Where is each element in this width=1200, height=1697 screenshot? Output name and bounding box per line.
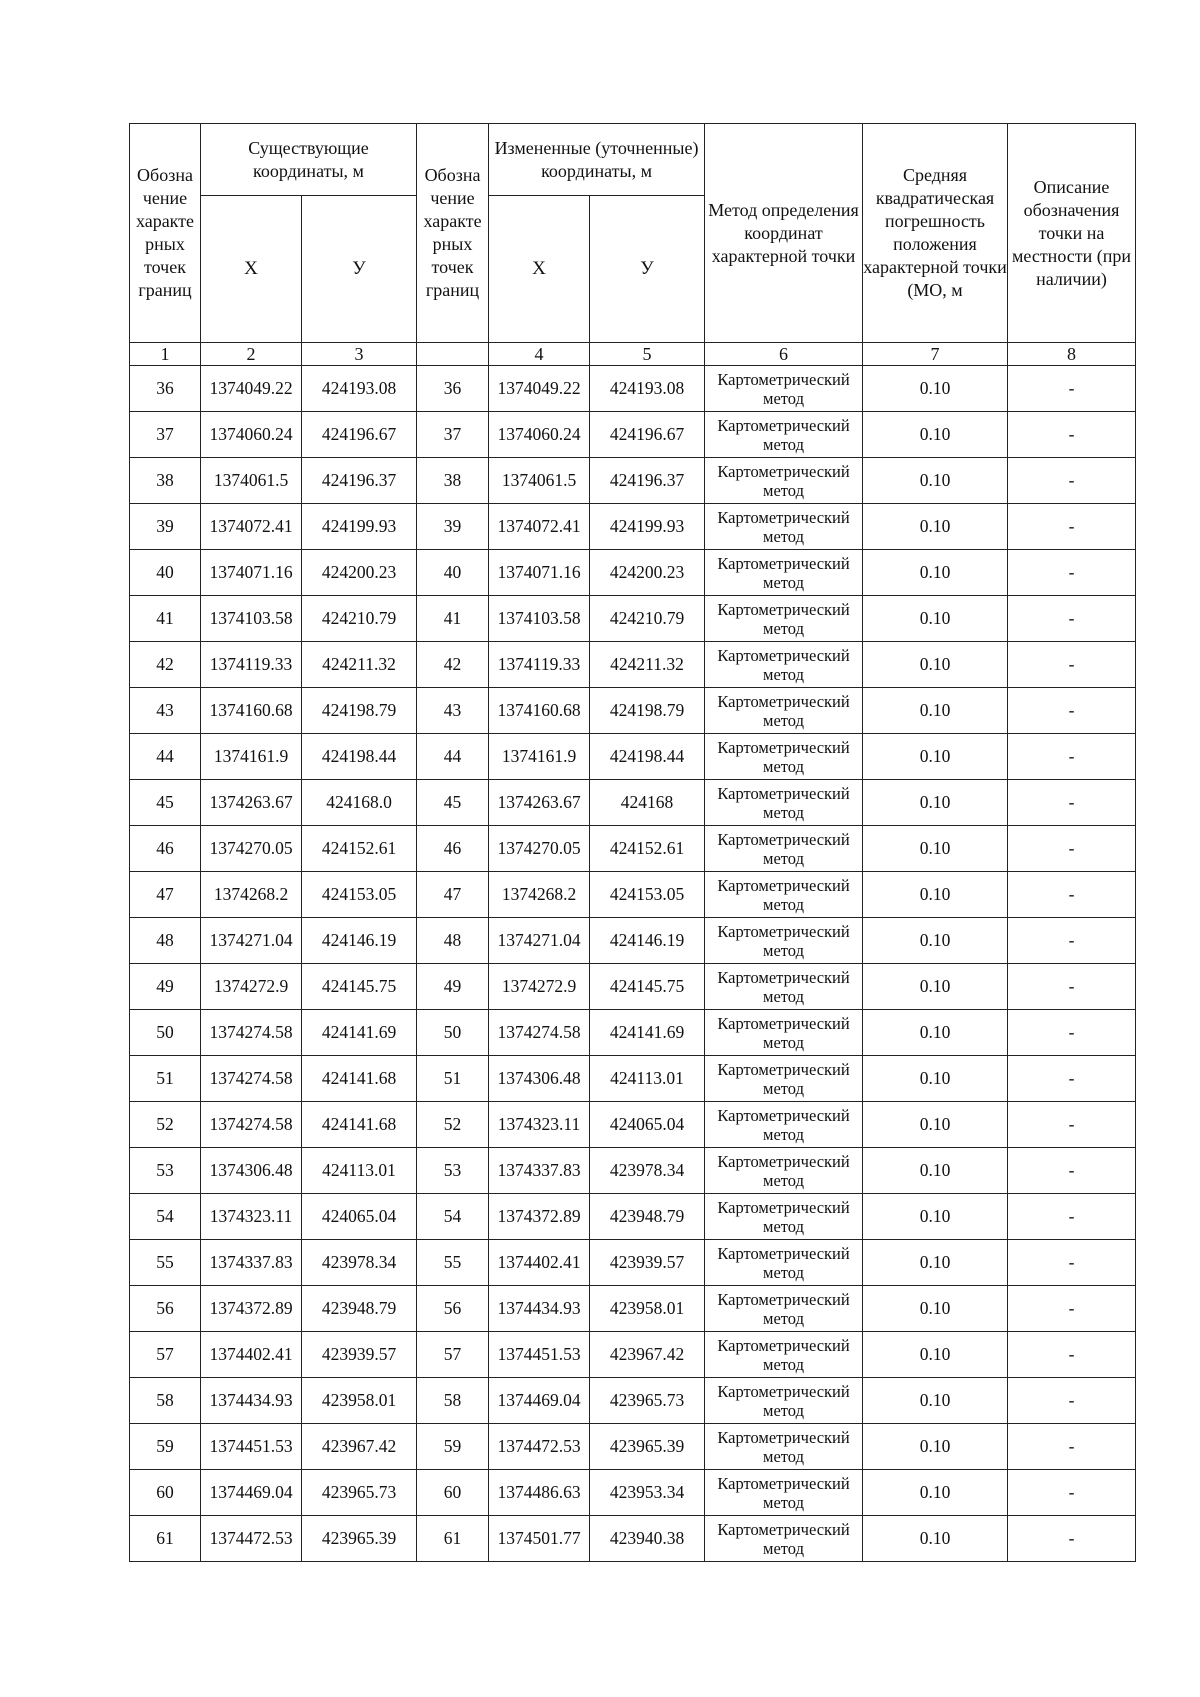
error-cell: 0.10 xyxy=(863,596,1008,642)
point-changed: 44 xyxy=(417,734,489,780)
method-cell: Картометрический метод xyxy=(705,1056,863,1102)
method-cell: Картометрический метод xyxy=(705,1148,863,1194)
y-changed: 424146.19 xyxy=(590,918,705,964)
method-cell: Картометрический метод xyxy=(705,1010,863,1056)
description-cell: - xyxy=(1008,1424,1136,1470)
error-cell: 0.10 xyxy=(863,1010,1008,1056)
point-existing: 48 xyxy=(130,918,201,964)
error-cell: 0.10 xyxy=(863,734,1008,780)
y-existing: 424200.23 xyxy=(302,550,417,596)
point-existing: 50 xyxy=(130,1010,201,1056)
x-changed: 1374161.9 xyxy=(489,734,590,780)
column-number: 5 xyxy=(590,343,705,366)
method-cell: Картометрический метод xyxy=(705,734,863,780)
method-cell: Картометрический метод xyxy=(705,366,863,412)
y-existing: 424211.32 xyxy=(302,642,417,688)
y-changed: 424196.37 xyxy=(590,458,705,504)
point-changed: 40 xyxy=(417,550,489,596)
y-existing: 424196.37 xyxy=(302,458,417,504)
point-changed: 42 xyxy=(417,642,489,688)
error-cell: 0.10 xyxy=(863,964,1008,1010)
description-cell: - xyxy=(1008,412,1136,458)
point-existing: 36 xyxy=(130,366,201,412)
method-cell: Картометрический метод xyxy=(705,1424,863,1470)
method-cell: Картометрический метод xyxy=(705,964,863,1010)
x-changed: 1374451.53 xyxy=(489,1332,590,1378)
point-changed: 60 xyxy=(417,1470,489,1516)
x-existing: 1374434.93 xyxy=(201,1378,302,1424)
table-row xyxy=(130,458,1136,504)
point-changed: 41 xyxy=(417,596,489,642)
y-changed: 423940.38 xyxy=(590,1516,705,1562)
point-changed: 55 xyxy=(417,1240,489,1286)
method-cell: Картометрический метод xyxy=(705,1470,863,1516)
description-cell: - xyxy=(1008,1102,1136,1148)
method-cell: Картометрический метод xyxy=(705,1240,863,1286)
error-cell: 0.10 xyxy=(863,688,1008,734)
y-existing: 424210.79 xyxy=(302,596,417,642)
x-existing: 1374270.05 xyxy=(201,826,302,872)
point-existing: 55 xyxy=(130,1240,201,1286)
point-existing: 49 xyxy=(130,964,201,1010)
y-changed: 424200.23 xyxy=(590,550,705,596)
point-changed: 49 xyxy=(417,964,489,1010)
point-changed: 59 xyxy=(417,1424,489,1470)
x-existing: 1374268.2 xyxy=(201,872,302,918)
table-row xyxy=(130,1286,1136,1332)
error-cell: 0.10 xyxy=(863,1378,1008,1424)
header-point-designation-changed: Обозна чение характе рных точек границ xyxy=(417,124,489,343)
column-number: 6 xyxy=(705,343,863,366)
error-cell: 0.10 xyxy=(863,1516,1008,1562)
column-number: 8 xyxy=(1008,343,1136,366)
y-existing: 424141.69 xyxy=(302,1010,417,1056)
y-existing: 424198.79 xyxy=(302,688,417,734)
x-existing: 1374274.58 xyxy=(201,1056,302,1102)
point-existing: 37 xyxy=(130,412,201,458)
table-row xyxy=(130,1378,1136,1424)
description-cell: - xyxy=(1008,1286,1136,1332)
description-cell: - xyxy=(1008,688,1136,734)
x-existing: 1374263.67 xyxy=(201,780,302,826)
x-existing: 1374272.9 xyxy=(201,964,302,1010)
y-changed: 423948.79 xyxy=(590,1194,705,1240)
y-changed: 424196.67 xyxy=(590,412,705,458)
error-cell: 0.10 xyxy=(863,458,1008,504)
error-cell: 0.10 xyxy=(863,1240,1008,1286)
x-existing: 1374103.58 xyxy=(201,596,302,642)
x-existing: 1374072.41 xyxy=(201,504,302,550)
point-changed: 56 xyxy=(417,1286,489,1332)
x-changed: 1374501.77 xyxy=(489,1516,590,1562)
method-cell: Картометрический метод xyxy=(705,504,863,550)
y-existing: 424145.75 xyxy=(302,964,417,1010)
y-changed: 423967.42 xyxy=(590,1332,705,1378)
y-existing: 424146.19 xyxy=(302,918,417,964)
description-cell: - xyxy=(1008,642,1136,688)
description-cell: - xyxy=(1008,734,1136,780)
x-existing: 1374323.11 xyxy=(201,1194,302,1240)
point-existing: 45 xyxy=(130,780,201,826)
table-row xyxy=(130,734,1136,780)
x-existing: 1374271.04 xyxy=(201,918,302,964)
table-row xyxy=(130,826,1136,872)
point-changed: 36 xyxy=(417,366,489,412)
x-changed: 1374268.2 xyxy=(489,872,590,918)
table-row xyxy=(130,504,1136,550)
y-existing: 424199.93 xyxy=(302,504,417,550)
header-error: Средняя квадратическая погрешность положения характерной точки (МО, м xyxy=(863,124,1008,343)
y-changed: 424141.69 xyxy=(590,1010,705,1056)
y-existing: 424141.68 xyxy=(302,1056,417,1102)
description-cell: - xyxy=(1008,872,1136,918)
table-row xyxy=(130,596,1136,642)
point-changed: 47 xyxy=(417,872,489,918)
column-number: 1 xyxy=(130,343,201,366)
y-changed: 424145.75 xyxy=(590,964,705,1010)
x-changed: 1374434.93 xyxy=(489,1286,590,1332)
x-existing: 1374049.22 xyxy=(201,366,302,412)
y-changed: 424199.93 xyxy=(590,504,705,550)
table-row xyxy=(130,872,1136,918)
x-existing: 1374337.83 xyxy=(201,1240,302,1286)
x-changed: 1374323.11 xyxy=(489,1102,590,1148)
header-point-designation-existing: Обозна чение характе рных точек границ xyxy=(130,124,201,343)
y-changed: 423965.73 xyxy=(590,1378,705,1424)
method-cell: Картометрический метод xyxy=(705,596,863,642)
error-cell: 0.10 xyxy=(863,1194,1008,1240)
y-existing: 424153.05 xyxy=(302,872,417,918)
point-existing: 41 xyxy=(130,596,201,642)
header-existing-coords: Существующие координаты, м xyxy=(201,124,417,196)
y-changed: 424210.79 xyxy=(590,596,705,642)
x-existing: 1374372.89 xyxy=(201,1286,302,1332)
y-existing: 423948.79 xyxy=(302,1286,417,1332)
error-cell: 0.10 xyxy=(863,826,1008,872)
x-existing: 1374306.48 xyxy=(201,1148,302,1194)
point-existing: 61 xyxy=(130,1516,201,1562)
point-existing: 39 xyxy=(130,504,201,550)
point-changed: 54 xyxy=(417,1194,489,1240)
column-numbers-row xyxy=(130,343,1136,366)
point-existing: 44 xyxy=(130,734,201,780)
table-row xyxy=(130,780,1136,826)
error-cell: 0.10 xyxy=(863,366,1008,412)
method-cell: Картометрический метод xyxy=(705,1378,863,1424)
x-existing: 1374469.04 xyxy=(201,1470,302,1516)
description-cell: - xyxy=(1008,504,1136,550)
table-row xyxy=(130,1102,1136,1148)
header-changed-coords: Измененные (уточненные) координаты, м xyxy=(489,124,705,196)
point-existing: 56 xyxy=(130,1286,201,1332)
description-cell: - xyxy=(1008,1470,1136,1516)
header-x-changed: Х xyxy=(489,196,590,343)
point-changed: 43 xyxy=(417,688,489,734)
y-changed: 424152.61 xyxy=(590,826,705,872)
point-existing: 57 xyxy=(130,1332,201,1378)
point-changed: 52 xyxy=(417,1102,489,1148)
point-existing: 47 xyxy=(130,872,201,918)
x-existing: 1374274.58 xyxy=(201,1010,302,1056)
y-changed: 424168 xyxy=(590,780,705,826)
y-changed: 424065.04 xyxy=(590,1102,705,1148)
point-existing: 54 xyxy=(130,1194,201,1240)
method-cell: Картометрический метод xyxy=(705,550,863,596)
x-changed: 1374160.68 xyxy=(489,688,590,734)
x-existing: 1374161.9 xyxy=(201,734,302,780)
table-row xyxy=(130,1010,1136,1056)
coordinates-table xyxy=(129,123,1136,1562)
description-cell: - xyxy=(1008,458,1136,504)
y-changed: 423939.57 xyxy=(590,1240,705,1286)
x-changed: 1374306.48 xyxy=(489,1056,590,1102)
error-cell: 0.10 xyxy=(863,1470,1008,1516)
error-cell: 0.10 xyxy=(863,1332,1008,1378)
description-cell: - xyxy=(1008,918,1136,964)
table-row xyxy=(130,412,1136,458)
x-changed: 1374402.41 xyxy=(489,1240,590,1286)
y-existing: 424196.67 xyxy=(302,412,417,458)
table-row xyxy=(130,1148,1136,1194)
error-cell: 0.10 xyxy=(863,780,1008,826)
table-row xyxy=(130,1240,1136,1286)
header-description: Описание обозначения точки на местности (при наличии) xyxy=(1008,124,1136,343)
x-changed: 1374272.9 xyxy=(489,964,590,1010)
x-changed: 1374071.16 xyxy=(489,550,590,596)
x-changed: 1374486.63 xyxy=(489,1470,590,1516)
table-row xyxy=(130,1516,1136,1562)
y-existing: 424193.08 xyxy=(302,366,417,412)
x-changed: 1374271.04 xyxy=(489,918,590,964)
y-existing: 424141.68 xyxy=(302,1102,417,1148)
table-row xyxy=(130,1056,1136,1102)
method-cell: Картометрический метод xyxy=(705,642,863,688)
table-body xyxy=(130,366,1136,1562)
description-cell: - xyxy=(1008,826,1136,872)
x-changed: 1374270.05 xyxy=(489,826,590,872)
point-existing: 51 xyxy=(130,1056,201,1102)
x-changed: 1374337.83 xyxy=(489,1148,590,1194)
column-number: 7 xyxy=(863,343,1008,366)
error-cell: 0.10 xyxy=(863,1056,1008,1102)
point-existing: 42 xyxy=(130,642,201,688)
x-changed: 1374274.58 xyxy=(489,1010,590,1056)
table-row xyxy=(130,688,1136,734)
method-cell: Картометрический метод xyxy=(705,1286,863,1332)
x-changed: 1374263.67 xyxy=(489,780,590,826)
column-number: 3 xyxy=(302,343,417,366)
y-existing: 424113.01 xyxy=(302,1148,417,1194)
point-changed: 51 xyxy=(417,1056,489,1102)
table-row xyxy=(130,1332,1136,1378)
y-existing: 424065.04 xyxy=(302,1194,417,1240)
error-cell: 0.10 xyxy=(863,412,1008,458)
y-changed: 424198.79 xyxy=(590,688,705,734)
point-existing: 40 xyxy=(130,550,201,596)
point-changed: 46 xyxy=(417,826,489,872)
point-existing: 46 xyxy=(130,826,201,872)
table-row xyxy=(130,918,1136,964)
point-changed: 37 xyxy=(417,412,489,458)
table-row xyxy=(130,366,1136,412)
point-changed: 61 xyxy=(417,1516,489,1562)
method-cell: Картометрический метод xyxy=(705,780,863,826)
y-existing: 423967.42 xyxy=(302,1424,417,1470)
description-cell: - xyxy=(1008,1056,1136,1102)
header-x-existing: Х xyxy=(201,196,302,343)
point-existing: 58 xyxy=(130,1378,201,1424)
method-cell: Картометрический метод xyxy=(705,412,863,458)
x-existing: 1374119.33 xyxy=(201,642,302,688)
description-cell: - xyxy=(1008,1332,1136,1378)
x-changed: 1374472.53 xyxy=(489,1424,590,1470)
error-cell: 0.10 xyxy=(863,1424,1008,1470)
x-existing: 1374472.53 xyxy=(201,1516,302,1562)
column-number: 2 xyxy=(201,343,302,366)
error-cell: 0.10 xyxy=(863,918,1008,964)
table-row xyxy=(130,1194,1136,1240)
x-existing: 1374071.16 xyxy=(201,550,302,596)
x-existing: 1374060.24 xyxy=(201,412,302,458)
error-cell: 0.10 xyxy=(863,1148,1008,1194)
x-changed: 1374072.41 xyxy=(489,504,590,550)
method-cell: Картометрический метод xyxy=(705,1516,863,1562)
point-changed: 58 xyxy=(417,1378,489,1424)
x-changed: 1374103.58 xyxy=(489,596,590,642)
point-existing: 38 xyxy=(130,458,201,504)
method-cell: Картометрический метод xyxy=(705,918,863,964)
point-existing: 43 xyxy=(130,688,201,734)
y-changed: 424198.44 xyxy=(590,734,705,780)
x-changed: 1374061.5 xyxy=(489,458,590,504)
point-changed: 50 xyxy=(417,1010,489,1056)
description-cell: - xyxy=(1008,1194,1136,1240)
table-row xyxy=(130,550,1136,596)
error-cell: 0.10 xyxy=(863,1102,1008,1148)
point-existing: 60 xyxy=(130,1470,201,1516)
error-cell: 0.10 xyxy=(863,872,1008,918)
description-cell: - xyxy=(1008,964,1136,1010)
method-cell: Картометрический метод xyxy=(705,872,863,918)
point-changed: 38 xyxy=(417,458,489,504)
point-existing: 59 xyxy=(130,1424,201,1470)
description-cell: - xyxy=(1008,1148,1136,1194)
y-existing: 424152.61 xyxy=(302,826,417,872)
x-existing: 1374160.68 xyxy=(201,688,302,734)
y-existing: 423978.34 xyxy=(302,1240,417,1286)
header-y-existing: У xyxy=(302,196,417,343)
x-existing: 1374402.41 xyxy=(201,1332,302,1378)
x-existing: 1374451.53 xyxy=(201,1424,302,1470)
error-cell: 0.10 xyxy=(863,1286,1008,1332)
column-number: 4 xyxy=(489,343,590,366)
x-changed: 1374049.22 xyxy=(489,366,590,412)
y-changed: 423965.39 xyxy=(590,1424,705,1470)
y-changed: 424193.08 xyxy=(590,366,705,412)
table-row xyxy=(130,964,1136,1010)
y-existing: 424198.44 xyxy=(302,734,417,780)
point-existing: 52 xyxy=(130,1102,201,1148)
y-existing: 424168.0 xyxy=(302,780,417,826)
description-cell: - xyxy=(1008,1010,1136,1056)
table-row xyxy=(130,1470,1136,1516)
description-cell: - xyxy=(1008,366,1136,412)
method-cell: Картометрический метод xyxy=(705,1194,863,1240)
y-changed: 423978.34 xyxy=(590,1148,705,1194)
point-changed: 53 xyxy=(417,1148,489,1194)
y-existing: 423965.73 xyxy=(302,1470,417,1516)
point-changed: 57 xyxy=(417,1332,489,1378)
method-cell: Картометрический метод xyxy=(705,1332,863,1378)
x-existing: 1374274.58 xyxy=(201,1102,302,1148)
table-row xyxy=(130,1424,1136,1470)
method-cell: Картометрический метод xyxy=(705,1102,863,1148)
point-changed: 45 xyxy=(417,780,489,826)
x-existing: 1374061.5 xyxy=(201,458,302,504)
error-cell: 0.10 xyxy=(863,550,1008,596)
description-cell: - xyxy=(1008,550,1136,596)
description-cell: - xyxy=(1008,780,1136,826)
y-existing: 423965.39 xyxy=(302,1516,417,1562)
x-changed: 1374372.89 xyxy=(489,1194,590,1240)
method-cell: Картометрический метод xyxy=(705,458,863,504)
description-cell: - xyxy=(1008,596,1136,642)
method-cell: Картометрический метод xyxy=(705,826,863,872)
y-changed: 423953.34 xyxy=(590,1470,705,1516)
description-cell: - xyxy=(1008,1516,1136,1562)
header-method: Метод определения координат характерной точки xyxy=(705,124,863,343)
x-changed: 1374119.33 xyxy=(489,642,590,688)
column-number xyxy=(417,343,489,366)
method-cell: Картометрический метод xyxy=(705,688,863,734)
description-cell: - xyxy=(1008,1240,1136,1286)
point-existing: 53 xyxy=(130,1148,201,1194)
error-cell: 0.10 xyxy=(863,504,1008,550)
y-changed: 424153.05 xyxy=(590,872,705,918)
y-changed: 424211.32 xyxy=(590,642,705,688)
x-changed: 1374469.04 xyxy=(489,1378,590,1424)
header-y-changed: У xyxy=(590,196,705,343)
y-existing: 423939.57 xyxy=(302,1332,417,1378)
y-existing: 423958.01 xyxy=(302,1378,417,1424)
y-changed: 423958.01 xyxy=(590,1286,705,1332)
point-changed: 39 xyxy=(417,504,489,550)
point-changed: 48 xyxy=(417,918,489,964)
error-cell: 0.10 xyxy=(863,642,1008,688)
y-changed: 424113.01 xyxy=(590,1056,705,1102)
x-changed: 1374060.24 xyxy=(489,412,590,458)
description-cell: - xyxy=(1008,1378,1136,1424)
table-row xyxy=(130,642,1136,688)
